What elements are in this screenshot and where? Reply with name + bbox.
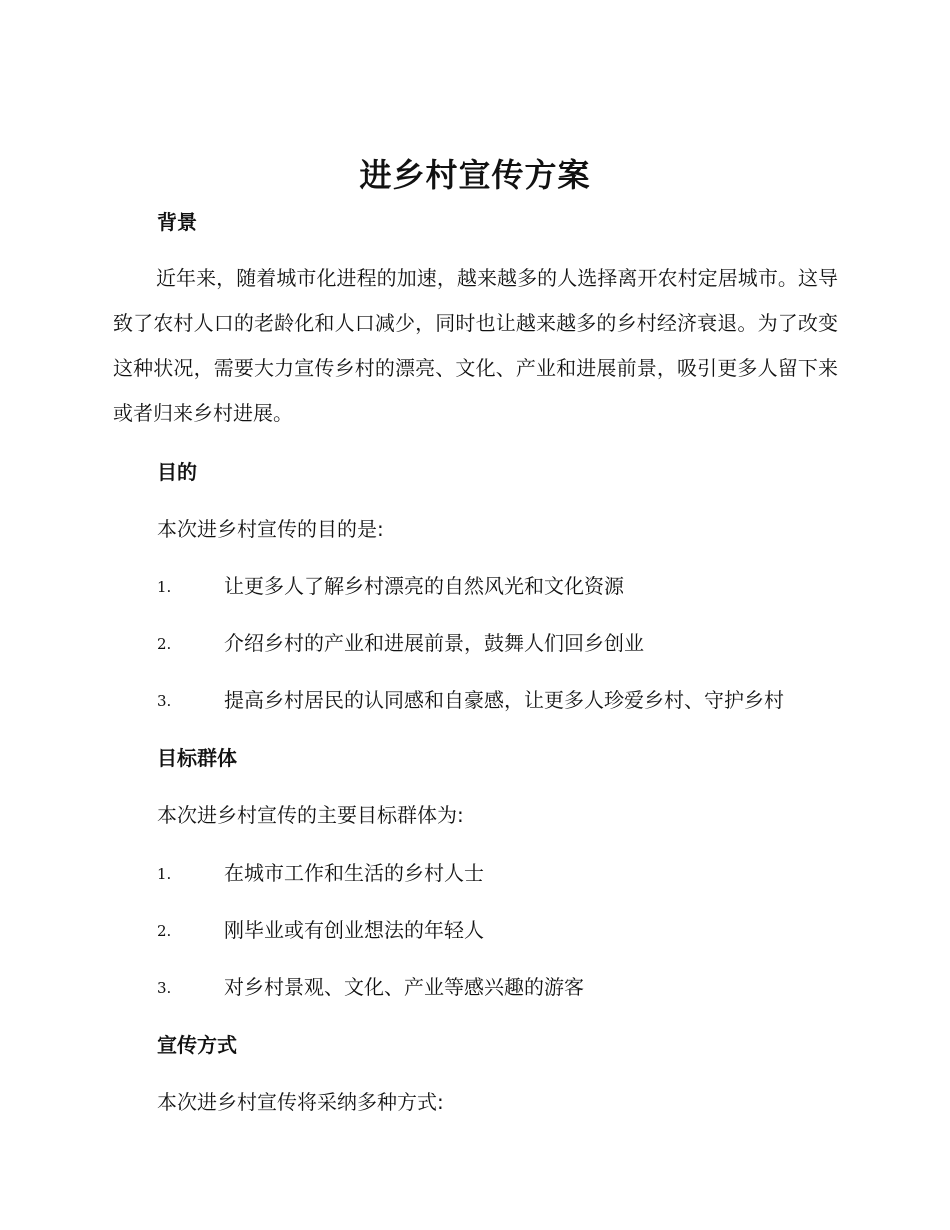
list-item-number: 1. [157,578,172,596]
list-item-number: 3. [157,979,172,997]
document-title: 进乡村宣传方案 [359,156,591,194]
list-item-text: 让更多人了解乡村漂亮的自然风光和文化资源 [224,574,624,598]
list-item-text: 介绍乡村的产业和进展前景，鼓舞人们回乡创业 [224,631,644,655]
background-paragraph: 近年来，随着城市化进程的加速，越来越多的人选择离开农村定居城市。这导致了农村人口的老龄化和人口减少，同时也让越来越多的乡村经济衰退。为了改变这种状况，需要大力宣传乡村的漂亮、文化、产业和进展前景，吸引更多人留下来或者归来乡村进展。 [113,266,838,425]
section-heading-methods: 宣传方式 [157,1033,237,1057]
section-heading-background: 背景 [157,210,197,234]
list-item-text: 在城市工作和生活的乡村人士 [224,861,484,885]
list-item-text: 对乡村景观、文化、产业等感兴趣的游客 [224,975,584,999]
audience-intro: 本次进乡村宣传的主要目标群体为: [157,803,464,827]
list-item-number: 2. [157,922,172,940]
section-heading-audience: 目标群体 [157,746,237,770]
list-item-number: 1. [157,865,172,883]
section-heading-purpose: 目的 [157,460,197,484]
list-item-number: 2. [157,635,172,653]
list-item-text: 刚毕业或有创业想法的年轻人 [224,918,484,942]
list-item-number: 3. [157,692,172,710]
list-item-text: 提高乡村居民的认同感和自豪感，让更多人珍爱乡村、守护乡村 [224,688,784,712]
methods-intro: 本次进乡村宣传将采纳多种方式: [157,1090,444,1114]
purpose-intro: 本次进乡村宣传的目的是: [157,517,384,541]
